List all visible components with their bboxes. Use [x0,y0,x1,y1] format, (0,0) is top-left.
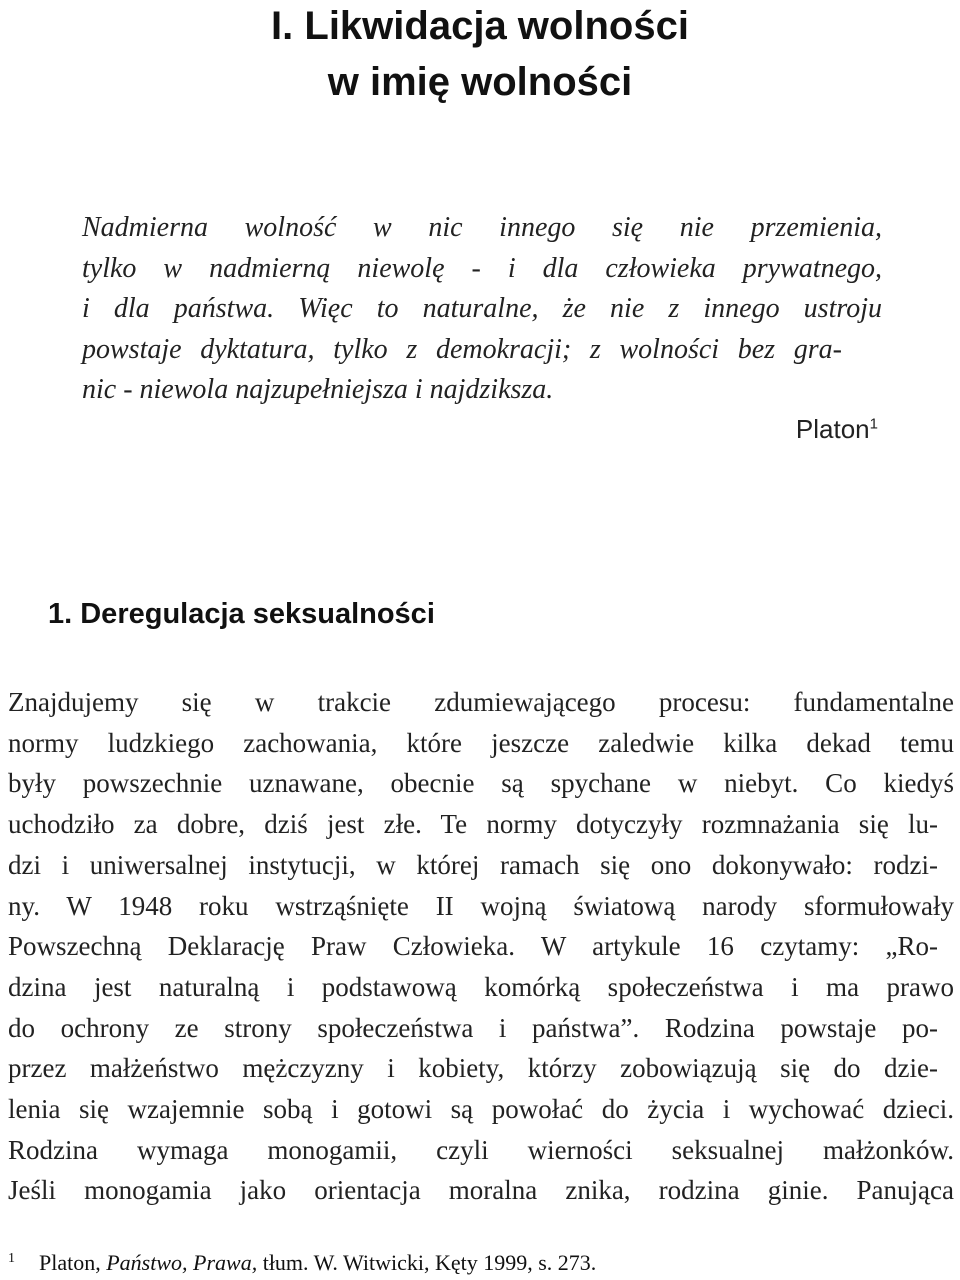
epigraph-line: i dla państwa. Więc to naturalne, że nie z innego ustroju [82,293,882,324]
epigraph-line: Nadmierna wolność w nic innego się nie przemienia, [82,212,882,243]
footnote-reference[interactable]: 1 [869,415,878,433]
body-paragraph [8,682,954,1211]
body-line: Jeśli monogamia jako orientacja moralna znika, rodzina ginie. Panująca [8,1175,954,1206]
body-line: ny. W 1948 roku wstrząśnięte II wojną światową narody sformułowały [8,890,954,921]
footnote-works: Państwo, Prawa, [106,1250,258,1275]
body-line: do ochrony ze strony społeczeństwa i państwa”. Rodzina powstaje po- [8,1012,938,1043]
epigraph-author [796,414,878,445]
footnote-citation: tłum. W. Witwicki, Kęty 1999, s. 273. [262,1250,597,1275]
body-line: były powszechnie uznawane, obecnie są spychane w niebyt. Co kiedyś [8,768,954,799]
epigraph-author-name: Platon [795,414,870,444]
body-line: Znajdujemy się w trakcie zdumiewającego procesu: fundamentalne [8,687,954,717]
body-line: dzi i uniwersalnej instytucji, w której ramach się ono dokonywało: rodzi- [8,849,938,880]
body-line: Rodzina wymaga monogamii, czyli wierności seksualnej małżonków. [8,1134,954,1165]
epigraph [82,208,882,411]
body-line: lenia się wzajemnie sobą i gotowi są powołać do życia i wychować dzieci. [8,1094,954,1125]
epigraph-line: powstaje dyktatura, tylko z demokracji; z wolności bez gra- [82,333,842,365]
body-line: normy ludzkiego zachowania, które jeszcze zaledwie kilka dekad temu [8,727,954,758]
chapter-title-line-1: I. Likwidacja wolności [271,4,689,48]
epigraph-line: nic - niewola najzupełniejsza i najdziksza. [82,374,554,405]
footnote-number: 1 [8,1250,15,1266]
footnote-author: Platon, [39,1250,101,1275]
body-line: Powszechną Deklarację Praw Człowieka. W artykule 16 czytamy: „Ro- [8,931,938,962]
footnote [8,1250,596,1276]
section-heading: 1. Deregulacja seksualności [48,598,435,630]
body-line: przez małżeństwo mężczyzny i kobiety, którzy zobowiązują się do dzie- [8,1053,938,1084]
body-line: dzina jest naturalną i podstawową komórką społeczeństwa i ma prawo [8,971,954,1002]
body-line: uchodziło za dobre, dziś jest złe. Te normy dotyczyły rozmnażania się lu- [8,809,938,840]
chapter-title-line-2: w imię wolności [327,60,633,104]
epigraph-line: tylko w nadmierną niewolę - i dla człowieka prywatnego, [82,252,882,284]
